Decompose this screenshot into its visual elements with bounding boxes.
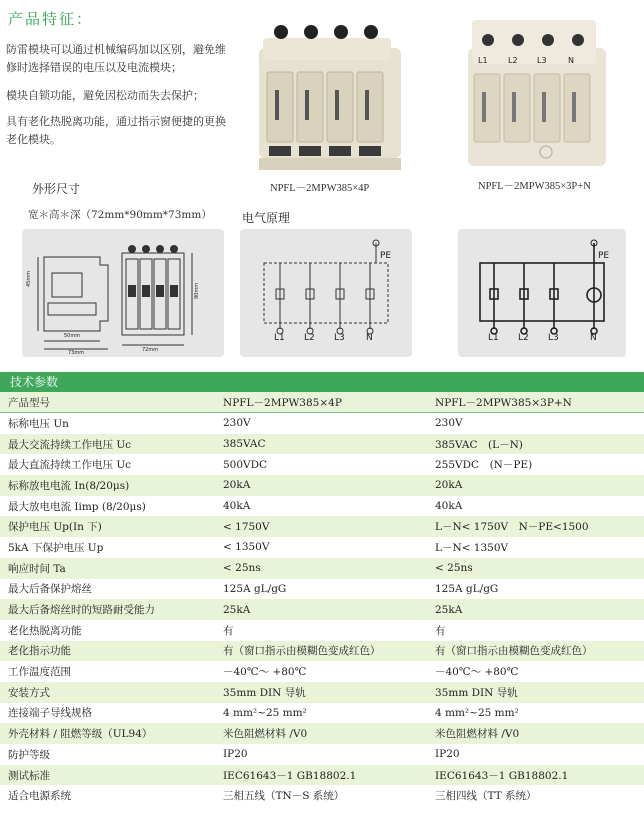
table-row <box>0 579 644 600</box>
pe-label: PE <box>380 251 392 261</box>
line-label: L1 <box>488 333 499 343</box>
table-cell: IEC61643－1 GB18802.1 <box>427 765 644 786</box>
table-cell: 安装方式 <box>0 682 215 703</box>
table-cell: 三相四线（TT 系统） <box>427 785 644 806</box>
terminal-label: L1 <box>478 56 488 65</box>
spec-table-title: 技术参数 <box>10 375 59 389</box>
table-cell: 20kA <box>215 475 427 496</box>
table-row <box>0 413 644 434</box>
line-label: N <box>590 333 597 343</box>
product-image-3p-n <box>462 12 612 176</box>
table-cell: 5kA 下保护电压 Up <box>0 537 215 558</box>
table-row <box>0 454 644 475</box>
table-cell: 响应时间 Ta <box>0 558 215 579</box>
table-cell: 4 mm²~25 mm² <box>427 703 644 724</box>
line-label: L3 <box>548 333 559 343</box>
table-cell: L－N< 1750V N－PE<1500 <box>427 516 644 537</box>
table-row <box>0 434 644 455</box>
features-title: 产品特征： <box>8 10 94 28</box>
line-label: L2 <box>304 333 315 343</box>
table-cell: 老化热脱离功能 <box>0 620 215 641</box>
product-image-4p <box>255 10 405 178</box>
dimension-label: 73mm <box>68 350 85 356</box>
table-cell: 最大放电电流 Iimp (8/20μs) <box>0 496 215 517</box>
table-row <box>0 599 644 620</box>
schematic-3p-n <box>458 229 626 357</box>
table-cell: －40℃～ +80℃ <box>215 661 427 682</box>
table-cell: 385VAC <box>215 434 427 455</box>
table-cell: 40kA <box>215 496 427 517</box>
table-cell: 500VDC <box>215 454 427 475</box>
table-cell: －40℃～ +80℃ <box>427 661 644 682</box>
table-cell: 25kA <box>427 599 644 620</box>
table-cell: 20kA <box>427 475 644 496</box>
table-cell: 防护等级 <box>0 744 215 765</box>
table-row <box>0 682 644 703</box>
line-label: L2 <box>518 333 529 343</box>
feature-line: 具有老化热脱离功能，通过指示窗便捷的更换 <box>6 115 226 128</box>
dimension-label: 90mm <box>194 282 200 299</box>
pe-label: PE <box>598 251 610 261</box>
table-row <box>0 537 644 558</box>
table-cell: 连接端子导线规格 <box>0 703 215 724</box>
line-label: L3 <box>334 333 345 343</box>
table-row <box>0 744 644 765</box>
table-cell: 有（窗口指示由模糊色变成红色） <box>427 641 644 662</box>
feature-line: 老化模块。 <box>6 133 61 146</box>
feature-line: 防雷模块可以通过机械编码加以区别，避免维 <box>6 43 226 56</box>
table-row <box>0 785 644 806</box>
table-row <box>0 641 644 662</box>
table-cell: 测试标准 <box>0 765 215 786</box>
table-cell: 最大后备熔丝时的短路耐受能力 <box>0 599 215 620</box>
table-row <box>0 620 644 641</box>
table-row <box>0 765 644 786</box>
table-cell: 有（窗口指示由模糊色变成红色） <box>215 641 427 662</box>
table-cell: 标称电压 Un <box>0 413 215 434</box>
table-cell: IP20 <box>427 744 644 765</box>
table-row <box>0 475 644 496</box>
table-cell: 230V <box>215 413 427 434</box>
feature-line: 修时选择错误的电压以及电流模块； <box>6 61 182 74</box>
table-cell: < 1350V <box>215 537 427 558</box>
table-cell: L－N< 1350V <box>427 537 644 558</box>
table-cell: NPFL－2MPW385×4P <box>215 392 427 413</box>
table-cell: 385VAC (L－N) <box>427 434 644 455</box>
table-cell: 255VDC (N－PE) <box>427 454 644 475</box>
table-cell: 4 mm²~25 mm² <box>215 703 427 724</box>
table-row <box>0 723 644 744</box>
table-cell: 产品型号 <box>0 392 215 413</box>
table-cell: 三相五线（TN－S 系统） <box>215 785 427 806</box>
table-row <box>0 661 644 682</box>
terminal-label: L2 <box>508 56 518 65</box>
line-label: L1 <box>274 333 285 343</box>
table-cell: 35mm DIN 导轨 <box>427 682 644 703</box>
table-cell: IP20 <box>215 744 427 765</box>
spec-table-header <box>0 372 644 392</box>
table-cell: 适合电源系统 <box>0 785 215 806</box>
table-row <box>0 516 644 537</box>
feature-line: 模块自锁功能，避免因松动而失去保护； <box>6 89 204 102</box>
table-cell: 外壳材料 / 阻燃等级（UL94） <box>0 723 215 744</box>
table-cell: 米色阻燃材料 /V0 <box>215 723 427 744</box>
line-label: N <box>366 333 373 343</box>
table-cell: 230V <box>427 413 644 434</box>
spec-table <box>0 392 644 806</box>
table-cell: 25kA <box>215 599 427 620</box>
product-caption: NPFL－2MPW385×3P+N <box>478 181 591 192</box>
dimension-label: 45mm <box>26 270 32 287</box>
electrical-title: 电气原理 <box>242 211 291 225</box>
table-cell: 125A gL/gG <box>215 579 427 600</box>
schematic-4p <box>240 229 412 357</box>
table-cell: 工作温度范围 <box>0 661 215 682</box>
table-row <box>0 496 644 517</box>
terminal-label: N <box>568 56 574 65</box>
schematic-panel-3p-n <box>458 229 626 357</box>
table-cell: 最大后备保护熔丝 <box>0 579 215 600</box>
dimensions-subtitle: 宽＊高＊深（72mm*90mm*73mm） <box>28 209 212 221</box>
table-cell: 有 <box>427 620 644 641</box>
table-cell: 保护电压 Up(In 下) <box>0 516 215 537</box>
dimension-label: 72mm <box>142 347 159 353</box>
table-cell: IEC61643－1 GB18802.1 <box>215 765 427 786</box>
table-cell: < 1750V <box>215 516 427 537</box>
table-cell: < 25ns <box>215 558 427 579</box>
dimension-drawing-panel <box>22 229 224 357</box>
dimension-label: 50mm <box>64 333 81 339</box>
table-cell: 40kA <box>427 496 644 517</box>
table-cell: 最大直流持续工作电压 Uc <box>0 454 215 475</box>
table-cell: < 25ns <box>427 558 644 579</box>
table-row <box>0 392 644 413</box>
table-cell: 有 <box>215 620 427 641</box>
table-cell: 最大交流持续工作电压 Uc <box>0 434 215 455</box>
table-row <box>0 703 644 724</box>
table-cell: 标称放电电流 In(8/20μs) <box>0 475 215 496</box>
table-row <box>0 558 644 579</box>
table-cell: 老化指示功能 <box>0 641 215 662</box>
table-cell: 35mm DIN 导轨 <box>215 682 427 703</box>
table-cell: 米色阻燃材料 /V0 <box>427 723 644 744</box>
product-caption: NPFL－2MPW385×4P <box>270 183 370 194</box>
terminal-label: L3 <box>537 56 547 65</box>
table-cell: NPFL－2MPW385×3P+N <box>427 392 644 413</box>
table-cell: 125A gL/gG <box>427 579 644 600</box>
dimensions-title: 外形尺寸 <box>32 182 81 196</box>
schematic-panel-4p <box>240 229 412 357</box>
